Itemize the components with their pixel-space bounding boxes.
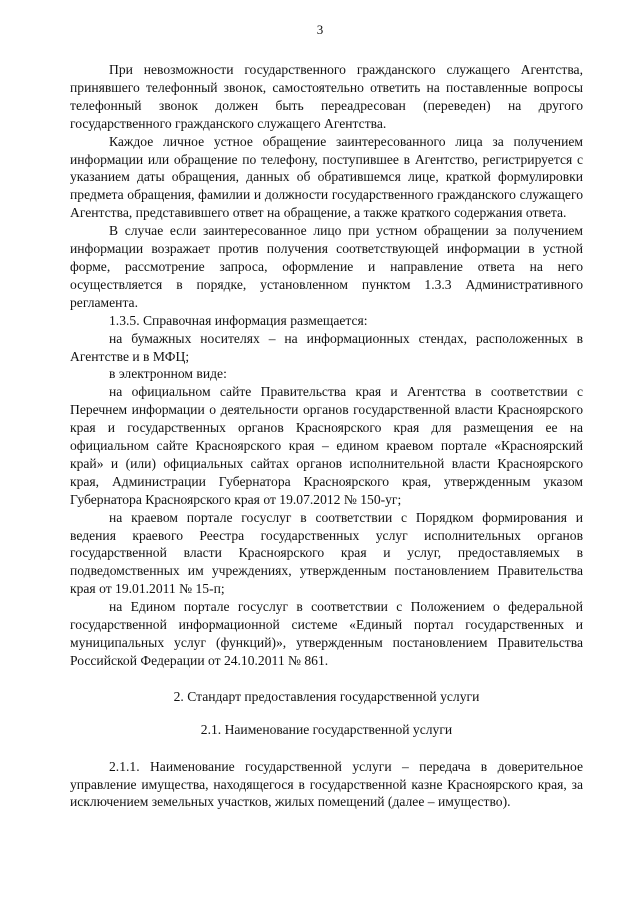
paragraph-1-3-5: 1.3.5. Справочная информация размещается: bbox=[109, 312, 368, 328]
paragraph-paper-media: на бумажных носителях – на информационных стендах, расположенных в Агентстве и в МФЦ; bbox=[70, 330, 583, 364]
paragraph-official-site: на официальном сайте Правительства края и Агентства в соответствии с Перечнем информации о деятельности органов государственной власти Красноярского края и государственных органов Красноярского края для размещения ее на официальном сайте Красноярского края – едином краевом портале «Красноярский край» и (или) официальных сайтах органов исполнительной власти Красноярского края, Администрации Губернатора Красноярского края, утвержденным указом Губернатора Красноярского края от 19.07.2012 № 150-уг; bbox=[70, 384, 583, 507]
document-body bbox=[70, 61, 583, 811]
paragraph-electronic: в электронном виде: bbox=[109, 366, 227, 382]
paragraph-regional-portal: на краевом портале госуслуг в соответствии с Порядком формирования и ведения краевого Реестра государственных услуг исполнительных органов государственной власти Красноярского края и услуг, предоставляемых в подведомственных им учреждениях, утвержденным постановлением Правительства края от 19.01.2011 № 15-п; bbox=[70, 509, 583, 597]
page-number: 3 bbox=[316, 22, 324, 37]
paragraph-registration: Каждое личное устное обращение заинтересованного лица за получением информации или обращение по телефону, поступившее в Агентство, регистрируется с указанием даты обращения, данных об обратившемся лице, краткой формулировки предмета обращения, фамилии и должности государственного гражданского служащего Агентства, представившего ответ на обращение, а также краткого содержания ответа. bbox=[70, 133, 583, 221]
paragraph-objection: В случае если заинтересованное лицо при устном обращении за получением информации возражает против получения соответствующей информации в устной форме, рассмотрение запроса, оформление и направление ответа на него осуществляется в порядке, установленном пунктом 1.3.3 Административного регламента. bbox=[70, 223, 583, 310]
paragraph-call-redirect: При невозможности государственного гражданского служащего Агентства, принявшего телефонный звонок, самостоятельно ответить на поставленные вопросы телефонный звонок должен быть переадресован (переведен) на другого государственного гражданского служащего Агентства. bbox=[70, 62, 583, 131]
paragraph-unified-portal: на Едином портале госуслуг в соответствии с Положением о федеральной государственной информационной системе «Единый портал государственных и муниципальных услуг (функций)», утвержденным постановлением Правительства Российской Федерации от 24.10.2011 № 861. bbox=[70, 599, 583, 668]
subsection-heading: 2.1. Наименование государственной услуги bbox=[200, 721, 453, 737]
section-heading: 2. Стандарт предоставления государственной услуги bbox=[173, 688, 480, 704]
paragraph-2-1-1: 2.1.1. Наименование государственной услуги – передача в доверительное управление имущества, находящегося в государственной казне Красноярского края, за исключением земельных участков, жилых помещений (далее – имущество). bbox=[70, 758, 583, 810]
